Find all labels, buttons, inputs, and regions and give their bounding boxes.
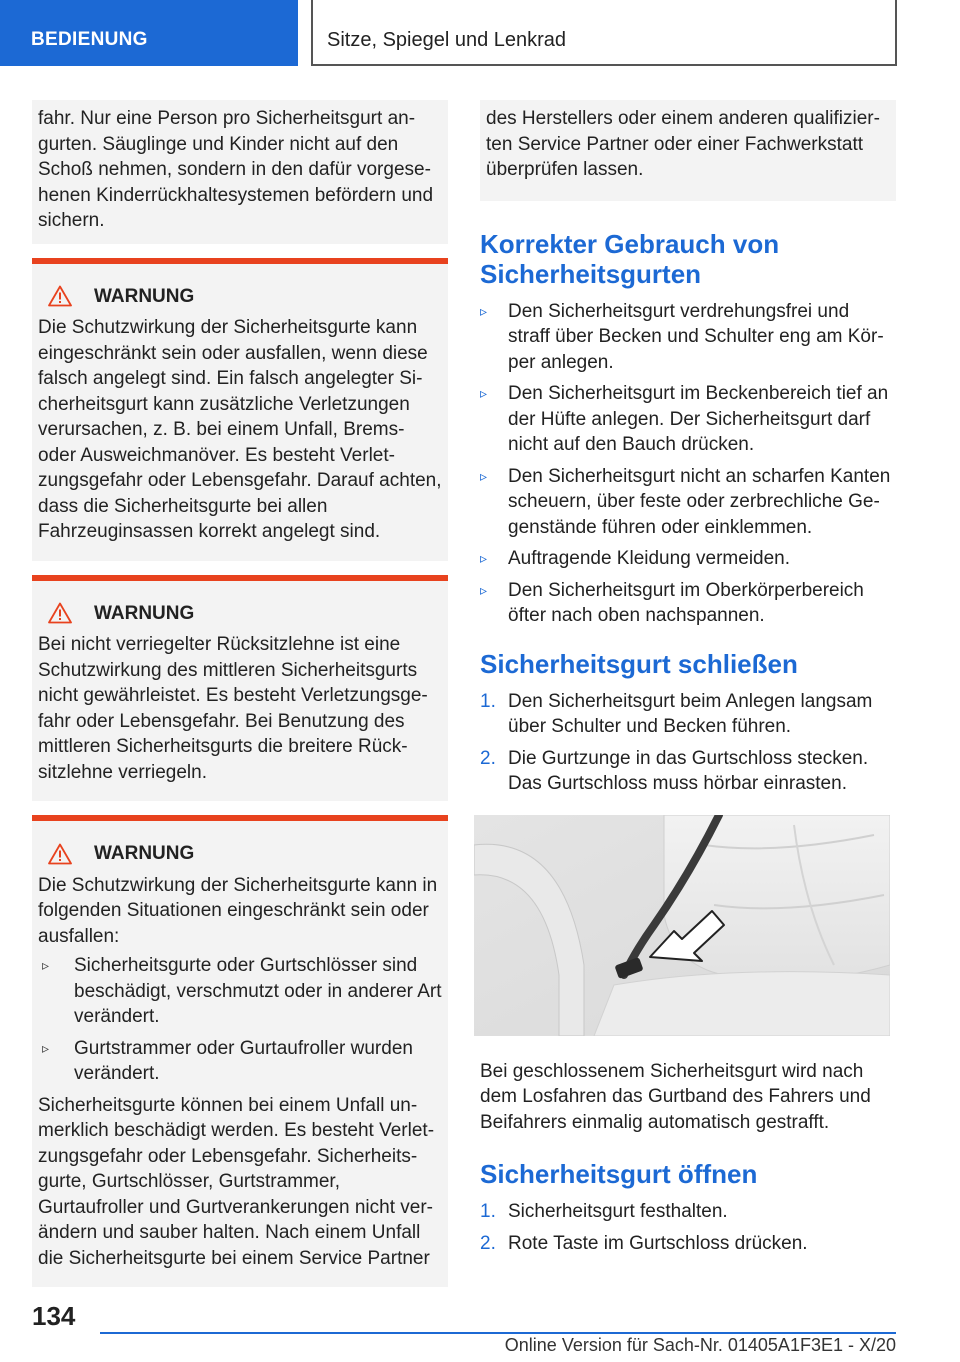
list-item: 2. Rote Taste im Gurtschloss drücken.	[480, 1231, 896, 1257]
list-item: ▹ Auftragende Kleidung vermeiden.	[480, 546, 896, 572]
list-item: ▹ Gurtstrammer oder Gurtaufroller wurden verändert.	[38, 1036, 442, 1087]
list-item: ▹ Den Sicherheitsgurt nicht an scharfen Kanten scheuern, über feste oder zerbrechliche Gegenstände führen oder einklemmen.	[480, 464, 896, 541]
continuation-text: des Herstellers oder einem anderen qualifizierten Service Partner oder einer Fachwerkstatt überprüfen lassen.	[486, 108, 880, 180]
warning-box-3	[32, 815, 448, 1287]
warning-title: WARNUNG	[38, 284, 442, 310]
seatbelt-buckle-image	[474, 815, 890, 1036]
section-heading: Sicherheitsgurt schließen	[480, 648, 798, 679]
step-number: 2.	[480, 747, 496, 769]
footer-divider	[100, 1332, 896, 1334]
bullet-marker-icon: ▹	[480, 467, 488, 484]
bullet-marker-icon: ▹	[42, 957, 50, 973]
warning-box-2	[32, 575, 448, 802]
right-column	[480, 100, 896, 1262]
close-steps	[480, 689, 896, 797]
bullet-marker-icon: ▹	[480, 385, 488, 401]
open-steps	[480, 1199, 896, 1256]
list-item: 2. Die Gurtzunge in das Gurtschloss stecken. Das Gurtschloss muss hörbar einrasten.	[480, 746, 896, 797]
warning-text: Bei nicht verriegelter Rücksitzlehne ist eine Schutzwirkung des mittleren Sicherheitsgurts nicht gewährleistet. Es besteht Verletzungsgefahr oder Lebensgefahr. Bei Benutzung des mittleren Sicherheitsgurts die breitere Rücksitzlehne verriegeln.	[38, 634, 428, 783]
usage-list	[480, 299, 896, 629]
step-number: 1.	[480, 690, 496, 712]
warning-triangle-icon	[48, 285, 72, 307]
bullet-marker-icon: ▹	[480, 550, 488, 566]
section-label: BEDIENUNG	[31, 29, 148, 50]
page-number: 134	[32, 1301, 76, 1331]
chapter-title: Sitze, Spiegel und Lenkrad	[327, 29, 567, 51]
section-heading: Korrekter Gebrauch von Sicherheitsgurten	[480, 228, 780, 289]
bullet-marker-icon: ▹	[480, 581, 488, 598]
warning-bullets	[38, 953, 442, 1087]
warning-text: Die Schutzwirkung der Sicherheitsgurte kann eingeschränkt sein oder ausfallen, wenn diese falsch angelegt sind. Ein falsch angelegter Sicherheitsgurt kann zusätzliche Verletzungen verursachen, z. B. bei einem Unfall, Brems- oder Ausweichmanöver. Es besteht Verletzungsgefahr oder Lebensgefahr. Darauf achten, dass die Sicherheitsgurte bei allen Fahrzeuginsassen korrekt angelegt sind.	[38, 317, 442, 542]
list-item: ▹ Den Sicherheitsgurt verdrehungsfrei und straff über Becken und Schulter eng am Körper anlegen.	[480, 299, 896, 376]
step-number: 2.	[480, 1232, 496, 1254]
warning-triangle-icon	[48, 843, 72, 865]
bullet-marker-icon: ▹	[42, 1039, 50, 1056]
left-column	[32, 100, 448, 1287]
list-item: 1. Sicherheitsgurt festhalten.	[480, 1199, 896, 1225]
intro-box	[32, 100, 448, 244]
warning-box-1	[32, 258, 448, 561]
auto-tension-note: Bei geschlossenem Sicherheitsgurt wird nach dem Losfahren das Gurtband des Fahrers und Beifahrers einmalig automatisch gestrafft.	[480, 1060, 871, 1133]
continuation-box	[480, 100, 896, 201]
footer-text: Online Version für Sach-Nr. 01405A1F3E1 - X/20	[504, 1335, 896, 1355]
intro-text: fahr. Nur eine Person pro Sicherheitsgurt angurten. Säuglinge und Kinder nicht auf den Schoß nehmen, sondern in den dafür vorgesehenen Kinderrückhaltesystemen befördern und sichern.	[38, 108, 434, 231]
warning-triangle-icon	[48, 602, 72, 624]
list-item: 1. Den Sicherheitsgurt beim Anlegen langsam über Schulter und Becken führen.	[480, 689, 896, 740]
warning-title: WARNUNG	[38, 841, 442, 867]
list-item: ▹ Den Sicherheitsgurt im Oberkörperbereich öfter nach oben nachspannen.	[480, 578, 896, 629]
list-item: ▹ Den Sicherheitsgurt im Beckenbereich tief an der Hüfte anlegen. Der Sicherheitsgurt darf nicht auf den Bauch drücken.	[480, 381, 896, 458]
warning-text: Die Schutzwirkung der Sicherheitsgurte kann in folgenden Situationen eingeschränkt sein oder ausfallen:	[38, 874, 438, 947]
section-tab	[0, 0, 298, 66]
warning-text-after: Sicherheitsgurte können bei einem Unfall unmerklich beschädigt werden. Es besteht Verletzungsgefahr oder Lebensgefahr. Sicherheitsgurte, Gurtschlösser, Gurtstrammer, Gurtaufroller und Gurtverankerungen nicht verändern und sauber halten. Nach einem Unfall die Sicherheitsgurte bei einem Service Partner	[38, 1094, 435, 1269]
chapter-header	[311, 0, 897, 66]
list-item: ▹ Sicherheitsgurte oder Gurtschlösser sind beschädigt, verschmutzt oder in anderer Art verändert.	[38, 953, 442, 1030]
step-number: 1.	[480, 1201, 496, 1222]
bullet-marker-icon: ▹	[480, 302, 488, 319]
section-heading: Sicherheitsgurt öffnen	[480, 1159, 758, 1189]
warning-title: WARNUNG	[38, 601, 442, 627]
